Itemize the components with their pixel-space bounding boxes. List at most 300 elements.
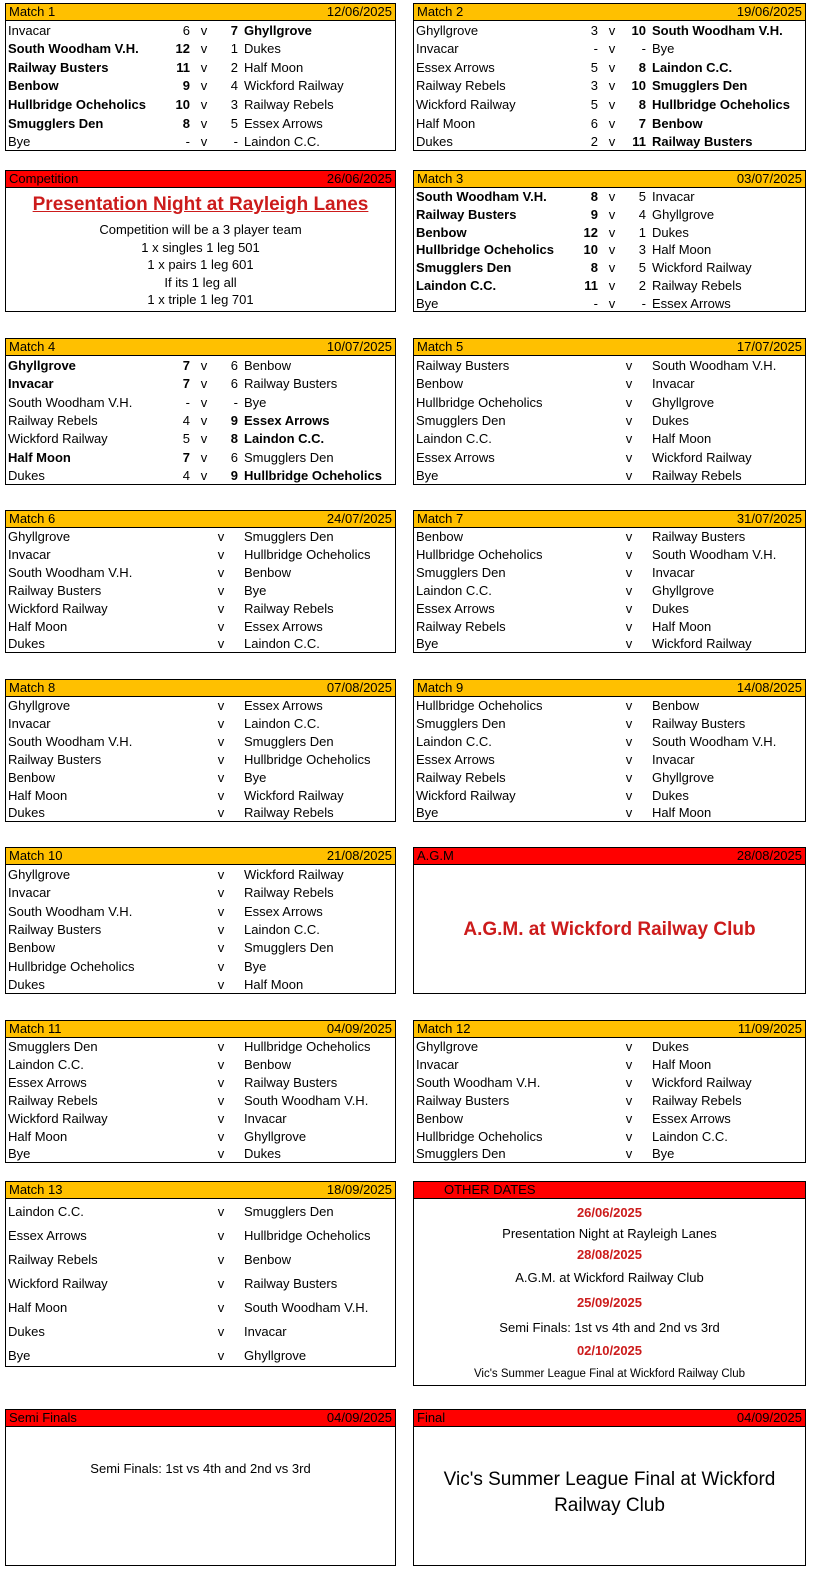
fixture-row (414, 1092, 805, 1110)
away-team: Wickford Railway (244, 787, 344, 803)
away-team: Half Moon (244, 59, 304, 75)
home-team: Invacar (8, 885, 51, 901)
away-team: South Woodham V.H. (652, 357, 777, 373)
final-date: 04/09/2025 (736, 1410, 802, 1425)
home-score: 9 (182, 78, 190, 94)
home-score: 6 (182, 22, 190, 38)
versus-label: v (625, 412, 633, 428)
versus-label: v (625, 1128, 633, 1144)
away-team: Railway Rebels (652, 468, 742, 484)
away-team: Hullbridge Ocheholics (244, 1039, 371, 1055)
home-team: Invacar (8, 547, 51, 563)
fixture-row (414, 58, 805, 77)
versus-label: v (200, 59, 208, 75)
away-score: 9 (230, 468, 238, 484)
home-team: Ghyllgrove (416, 1039, 479, 1055)
versus-label: v (217, 734, 225, 750)
match-label: Match 9 (417, 680, 464, 695)
versus-label: v (217, 529, 225, 545)
home-team: Smugglers Den (416, 1146, 506, 1162)
home-team: Laindon C.C. (416, 431, 492, 447)
match-date: 11/09/2025 (737, 1021, 802, 1036)
home-team: Essex Arrows (416, 600, 495, 616)
versus-label: v (217, 1275, 225, 1291)
home-score: 11 (584, 277, 598, 293)
match-box (413, 3, 806, 151)
match-date: 10/07/2025 (326, 339, 392, 354)
fixture-row (414, 582, 805, 600)
match-box (413, 170, 806, 312)
away-team: Half Moon (244, 977, 304, 993)
competition-date: 26/06/2025 (326, 171, 392, 186)
home-team: Smugglers Den (416, 565, 506, 581)
home-team: South Woodham V.H. (8, 394, 133, 410)
other-date: 28/08/2025 (576, 1247, 643, 1262)
fixture-row (6, 1271, 395, 1295)
fixture-row (6, 865, 395, 883)
match-date: 24/07/2025 (326, 511, 392, 526)
away-team: Essex Arrows (652, 1110, 731, 1126)
away-team: Hullbridge Ocheholics (244, 468, 382, 484)
fixture-row (414, 751, 805, 769)
home-team: Hullbridge Ocheholics (8, 958, 135, 974)
away-team: Railway Busters (244, 1275, 338, 1291)
fixture-row (6, 58, 395, 77)
home-team: Wickford Railway (8, 600, 108, 616)
fixture-row (6, 715, 395, 733)
away-team: Hullbridge Ocheholics (244, 751, 371, 767)
versus-label: v (200, 394, 208, 410)
away-score: 5 (230, 115, 238, 131)
versus-label: v (217, 1146, 225, 1162)
home-score: 10 (175, 97, 190, 113)
fixture-row (6, 448, 395, 466)
versus-label: v (200, 412, 208, 428)
away-team: Essex Arrows (244, 115, 323, 131)
home-team: Dukes (8, 636, 45, 652)
other-dates-header (414, 1182, 805, 1199)
fixture-row (6, 40, 395, 59)
away-team: Laindon C.C. (244, 431, 325, 447)
versus-label: v (625, 805, 633, 821)
away-team: Wickford Railway (652, 636, 752, 652)
match-box (5, 1181, 396, 1367)
final-text: Vic's Summer League Final at Wickford Railway Club (443, 1469, 776, 1516)
home-team: Ghyllgrove (8, 698, 71, 714)
match-box (413, 679, 806, 822)
versus-label: v (625, 1092, 633, 1108)
away-team: Railway Rebels (244, 885, 334, 901)
home-team: Essex Arrows (416, 751, 495, 767)
away-team: Benbow (652, 698, 699, 714)
other-date-text: Vic's Summer League Final at Wickford Railway Club (473, 1368, 746, 1380)
home-team: Railway Busters (8, 582, 102, 598)
versus-label: v (217, 958, 225, 974)
home-score: 12 (583, 224, 598, 240)
versus-label: v (608, 41, 616, 57)
fixture-row (414, 1056, 805, 1074)
fixture-row (6, 786, 395, 804)
versus-label: v (200, 22, 208, 38)
match-header (6, 680, 395, 697)
versus-label: v (217, 1299, 225, 1315)
match-header (414, 171, 805, 188)
away-team: Dukes (244, 1146, 281, 1162)
versus-label: v (608, 189, 616, 205)
fixture-row (6, 546, 395, 564)
agm-box (413, 847, 806, 994)
away-team: Invacar (652, 751, 695, 767)
versus-label: v (200, 468, 208, 484)
fixture-row (414, 786, 805, 804)
fixture-row (414, 294, 805, 312)
versus-label: v (608, 22, 616, 38)
home-team: Ghyllgrove (416, 22, 479, 38)
away-score: - (641, 295, 646, 311)
home-team: Bye (8, 134, 31, 150)
home-team: Smugglers Den (416, 260, 512, 276)
versus-label: v (625, 787, 633, 803)
fixture-row (414, 40, 805, 59)
fixture-row (6, 635, 395, 653)
versus-label: v (625, 449, 633, 465)
fixture-row (6, 95, 395, 114)
versus-label: v (625, 636, 633, 652)
home-team: Railway Rebels (416, 618, 506, 634)
fixture-row (6, 374, 395, 392)
fixture-row (6, 1056, 395, 1074)
away-team: Wickford Railway (652, 1075, 752, 1091)
home-team: Bye (416, 468, 439, 484)
versus-label: v (625, 394, 633, 410)
fixture-row (414, 768, 805, 786)
match-box (413, 338, 806, 485)
competition-line: 1 x pairs 1 leg 601 (147, 257, 254, 272)
home-team: Dukes (8, 1323, 45, 1339)
home-team: Essex Arrows (416, 449, 495, 465)
away-team: Dukes (652, 412, 689, 428)
away-team: Dukes (244, 41, 281, 57)
fixture-row (414, 617, 805, 635)
fixture-row (414, 635, 805, 653)
away-score: 8 (638, 97, 646, 113)
match-box (5, 679, 396, 822)
versus-label: v (625, 468, 633, 484)
match-header (6, 339, 395, 356)
fixture-row (6, 697, 395, 715)
match-box (413, 510, 806, 653)
home-team: Hullbridge Ocheholics (416, 394, 543, 410)
versus-label: v (217, 769, 225, 785)
fixture-row (6, 939, 395, 957)
fixture-row (6, 1038, 395, 1056)
home-team: Laindon C.C. (8, 1057, 84, 1073)
away-team: South Woodham V.H. (244, 1299, 369, 1315)
fixture-row (6, 768, 395, 786)
versus-label: v (625, 376, 633, 392)
away-team: Bye (652, 41, 675, 57)
fixture-row (6, 1223, 395, 1247)
fixture-row (6, 599, 395, 617)
fixture-row (6, 902, 395, 920)
home-score: 7 (182, 357, 190, 373)
away-team: Railway Rebels (652, 277, 742, 293)
away-team: Wickford Railway (244, 78, 344, 94)
match-box (5, 338, 396, 485)
away-score: 8 (230, 431, 238, 447)
away-team: Dukes (652, 224, 689, 240)
fixture-row (6, 1074, 395, 1092)
fixture-row (414, 21, 805, 40)
match-header (414, 1021, 805, 1038)
away-score: 6 (230, 357, 238, 373)
match-box (5, 847, 396, 994)
fixture-row (6, 1247, 395, 1271)
versus-label: v (217, 600, 225, 616)
away-team: Half Moon (652, 618, 712, 634)
home-team: Smugglers Den (416, 716, 506, 732)
away-team: Railway Rebels (244, 97, 334, 113)
home-team: Railway Busters (416, 207, 517, 223)
fixture-row (6, 1295, 395, 1319)
versus-label: v (217, 921, 225, 937)
fixture-row (414, 393, 805, 411)
away-team: Laindon C.C. (244, 716, 320, 732)
away-team: Laindon C.C. (652, 1128, 728, 1144)
semi-finals-label: Semi Finals (9, 1410, 77, 1425)
fixture-row (6, 804, 395, 822)
away-team: Wickford Railway (652, 449, 752, 465)
match-label: Match 11 (9, 1021, 62, 1036)
fixture-row (6, 564, 395, 582)
away-team: Essex Arrows (244, 618, 323, 634)
away-team: Invacar (652, 565, 695, 581)
away-team: Benbow (244, 565, 291, 581)
fixture-row (414, 206, 805, 224)
match-date: 12/06/2025 (326, 4, 392, 19)
versus-label: v (217, 885, 225, 901)
versus-label: v (217, 636, 225, 652)
away-score: 5 (638, 189, 646, 205)
away-team: Railway Rebels (244, 600, 334, 616)
match-box (5, 510, 396, 653)
away-score: - (233, 394, 238, 410)
home-team: Smugglers Den (8, 115, 104, 131)
versus-label: v (217, 805, 225, 821)
away-team: Essex Arrows (652, 295, 731, 311)
fixture-row (414, 467, 805, 485)
away-team: Invacar (244, 1110, 287, 1126)
away-score: 1 (230, 41, 238, 57)
versus-label: v (217, 787, 225, 803)
versus-label: v (200, 97, 208, 113)
fixture-row (6, 957, 395, 975)
fixture-row (6, 1319, 395, 1343)
versus-label: v (217, 1323, 225, 1339)
match-header (414, 339, 805, 356)
match-label: Match 6 (9, 511, 56, 526)
fixture-row (414, 733, 805, 751)
fixture-row (6, 356, 395, 374)
home-team: Benbow (8, 769, 55, 785)
away-team: Wickford Railway (244, 866, 344, 882)
home-team: Laindon C.C. (8, 1203, 84, 1219)
home-score: - (185, 394, 190, 410)
home-score: 9 (590, 207, 598, 223)
semi-finals-text: Semi Finals: 1st vs 4th and 2nd vs 3rd (90, 1461, 311, 1476)
fixture-row (6, 920, 395, 938)
away-team: Laindon C.C. (652, 59, 733, 75)
other-date: 25/09/2025 (576, 1295, 643, 1310)
versus-label: v (625, 1057, 633, 1073)
versus-label: v (608, 207, 616, 223)
home-score: 2 (590, 134, 598, 150)
versus-label: v (625, 565, 633, 581)
match-label: Match 13 (9, 1182, 63, 1197)
versus-label: v (217, 1347, 225, 1363)
fixture-row (414, 804, 805, 822)
match-label: Match 3 (417, 171, 464, 186)
fixture-row (6, 21, 395, 40)
final-label: Final (417, 1410, 446, 1425)
home-team: Hullbridge Ocheholics (416, 698, 543, 714)
home-team: Laindon C.C. (416, 277, 497, 293)
agm-text: A.G.M. at Wickford Railway Club (463, 919, 756, 940)
away-team: Railway Rebels (244, 805, 334, 821)
versus-label: v (217, 1092, 225, 1108)
away-score: 10 (631, 78, 646, 94)
fixture-row (414, 132, 805, 151)
home-team: Dukes (8, 468, 45, 484)
away-score: 6 (230, 376, 238, 392)
away-team: Smugglers Den (244, 529, 334, 545)
fixture-row (6, 1145, 395, 1163)
match-box (5, 1020, 396, 1163)
versus-label: v (625, 716, 633, 732)
competition-line: 1 x triple 1 leg 701 (147, 292, 254, 307)
home-team: Half Moon (8, 1299, 68, 1315)
versus-label: v (608, 97, 616, 113)
home-team: Half Moon (8, 449, 71, 465)
versus-label: v (217, 1227, 225, 1243)
versus-label: v (217, 751, 225, 767)
home-team: Laindon C.C. (416, 582, 492, 598)
final-box (413, 1409, 806, 1566)
away-score: 10 (631, 22, 646, 38)
home-team: Hullbridge Ocheholics (416, 1128, 543, 1144)
fixture-row (6, 528, 395, 546)
away-team: Railway Busters (244, 1075, 338, 1091)
match-header (414, 511, 805, 528)
away-team: Essex Arrows (244, 412, 330, 428)
fixture-row (414, 715, 805, 733)
match-label: Match 12 (417, 1021, 471, 1036)
fixture-row (414, 356, 805, 374)
away-team: Smugglers Den (244, 734, 334, 750)
versus-label: v (200, 357, 208, 373)
agm-header (414, 848, 805, 865)
home-team: Hullbridge Ocheholics (416, 547, 543, 563)
home-team: Hullbridge Ocheholics (8, 97, 146, 113)
away-score: 6 (230, 449, 238, 465)
versus-label: v (217, 1203, 225, 1219)
match-date: 04/09/2025 (326, 1021, 392, 1036)
fixture-row (6, 733, 395, 751)
away-score: 9 (230, 412, 238, 428)
away-score: 2 (638, 277, 646, 293)
fixture-row (414, 374, 805, 392)
match-header (6, 511, 395, 528)
fixture-row (414, 1038, 805, 1056)
home-team: South Woodham V.H. (8, 565, 133, 581)
fixture-row (6, 393, 395, 411)
home-team: Railway Busters (8, 751, 102, 767)
competition-title: Presentation Night at Rayleigh Lanes (32, 194, 369, 215)
versus-label: v (625, 529, 633, 545)
away-team: Half Moon (652, 805, 712, 821)
fixture-row (6, 411, 395, 429)
home-team: Hullbridge Ocheholics (416, 242, 554, 258)
home-team: Railway Rebels (8, 1251, 98, 1267)
fixture-row (414, 77, 805, 96)
home-team: Benbow (8, 940, 55, 956)
versus-label: v (217, 716, 225, 732)
fixture-row (414, 277, 805, 295)
home-team: Benbow (416, 529, 463, 545)
home-team: Invacar (8, 376, 54, 392)
home-score: 4 (182, 468, 190, 484)
match-date: 03/07/2025 (736, 171, 802, 186)
fixture-row (414, 528, 805, 546)
match-label: Match 4 (9, 339, 56, 354)
home-team: Invacar (416, 1057, 459, 1073)
versus-label: v (625, 357, 633, 373)
competition-box (5, 170, 396, 312)
versus-label: v (217, 866, 225, 882)
match-header (6, 848, 395, 865)
versus-label: v (217, 582, 225, 598)
home-team: Essex Arrows (8, 1075, 87, 1091)
fixture-row (6, 976, 395, 994)
versus-label: v (200, 431, 208, 447)
home-team: Smugglers Den (8, 1039, 98, 1055)
home-team: Dukes (8, 805, 45, 821)
semi-finals-header (6, 1410, 395, 1427)
away-score: - (233, 134, 238, 150)
home-team: Benbow (8, 78, 59, 94)
away-team: Ghyllgrove (652, 394, 715, 410)
versus-label: v (625, 618, 633, 634)
versus-label: v (217, 565, 225, 581)
away-team: Ghyllgrove (244, 22, 312, 38)
away-team: Essex Arrows (244, 903, 323, 919)
away-team: Laindon C.C. (244, 134, 320, 150)
other-date: 26/06/2025 (576, 1205, 643, 1220)
away-team: Laindon C.C. (244, 636, 320, 652)
versus-label: v (608, 115, 616, 131)
away-score: 7 (638, 115, 646, 131)
home-team: Bye (416, 805, 439, 821)
versus-label: v (200, 449, 208, 465)
away-team: South Woodham V.H. (652, 734, 777, 750)
versus-label: v (625, 582, 633, 598)
away-team: Bye (244, 958, 267, 974)
fixture-row (414, 1074, 805, 1092)
match-label: Match 1 (9, 4, 56, 19)
home-score: 8 (182, 115, 190, 131)
fixture-row (414, 1145, 805, 1163)
fixture-row (414, 223, 805, 241)
